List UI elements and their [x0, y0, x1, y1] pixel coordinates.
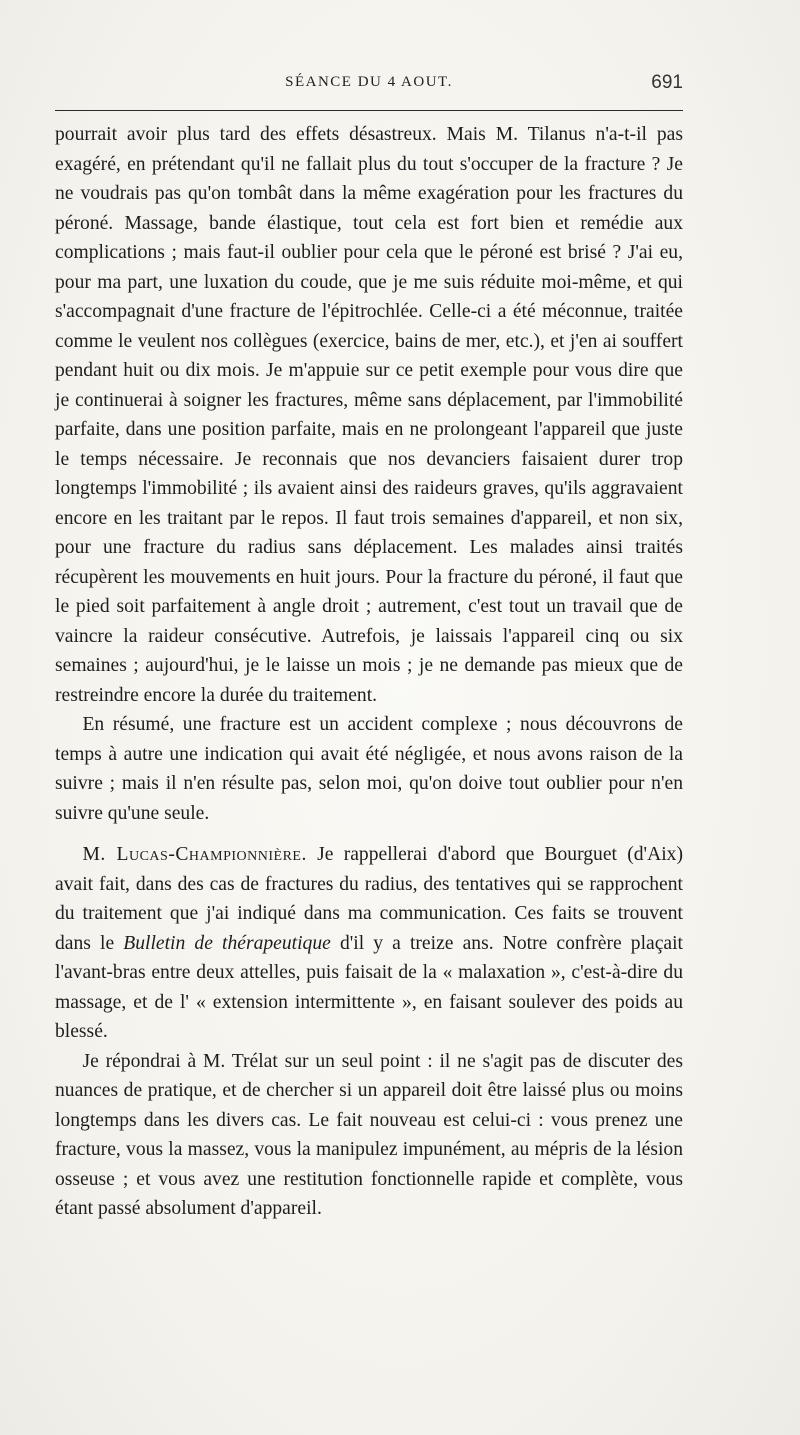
paragraph-text-part: d'il y a treize ans. Notre confrère plaçait l'avant-bras entre deux attelles, puis faisait de la « malaxation », c'est-à-dire du massage, et de l' « extension intermittente », en faisant soulever des poids au blessé.: [55, 932, 683, 1042]
speaker-name: M. Lucas-Championnière.: [82, 844, 307, 865]
paragraph-summary: En résumé, une fracture est un accident complexe ; nous découvrons de temps à autre une indication qui avait été négligée, et nous avons raison de la suivre ; mais il n'en résulte pas, selon moi, qu'on doive tout oublier pour n'en suivre qu'une seule.: [55, 714, 683, 824]
paragraph-text-part: Je rappellerai d'abord que Bourguet (d'Aix) avait fait, dans des cas de fractures du radius, des tentatives qui se rapprochent du traitement que j'ai indiqué dans ma communication. Ces faits se trouvent dans le: [55, 844, 684, 954]
page-header: [55, 74, 683, 100]
journal-title: Bulletin de thérapeutique: [123, 932, 331, 954]
paragraph-reply: Je répondrai à M. Trélat sur un seul point : il ne s'agit pas de discuter des nuances de pratique, et de chercher si un appareil doit être laissé plus ou moins longtemps dans les divers cas. Le fait nouveau est celui-ci : vous prenez une fracture, vous la massez, vous la manipulez impunément, au mépris de la lésion osseuse ; et vous avez une restitution fonctionnelle rapide et complète, vous étant passé absolument d'appareil.: [55, 1050, 683, 1219]
page-number: 691: [651, 72, 683, 93]
paragraph-continuation: pourrait avoir plus tard des effets désastreux. Mais M. Tilanus n'a-t-il pas exagéré, en prétendant qu'il ne fallait plus du tout s'occuper de la fracture ? Je ne voudrais pas qu'on tombât dans la même exagération pour les fractures du péroné. Massage, bande élastique, tout cela est fort bien et remédie aux complications ; mais faut-il oublier pour cela que le péroné est brisé ? J'ai eu, pour ma part, une luxation du coude, que je me suis réduite moi-même, et qui s'accompagnait d'une fracture de l'épitrochlée. Celle-ci a été méconnue, traitée comme le veulent nos collègues (exercice, bains de mer, etc.), et j'en ai souffert pendant huit ou dix mois. Je m'appuie sur ce petit exemple pour vous dire que je continuerai à soigner les fractures, même sans déplacement, par l'immobilité parfaite, dans une position parfaite, mais en ne prolongeant l'appareil que juste le temps nécessaire. Je reconnais que nos devanciers faisaient durer trop longtemps l'immobilité ; ils avaient ainsi des raideurs graves, qu'ils aggravaient encore en les traitant par le repos. Il faut trois semaines d'appareil, et non six, pour une fracture du radius sans déplacement. Les malades ainsi traités récupèrent les mouvements en huit jours. Pour la fracture du péroné, il faut que le pied soit parfaitement à angle droit ; autrement, c'est tout un travail que de vaincre la raideur consécutive. Autrefois, je laissais l'appareil cinq ou six semaines ; aujourd'hui, je le laisse un mois ; je ne demande pas mieux que de restreindre encore la durée du traitement.: [55, 124, 683, 706]
running-title: SÉANCE DU 4 AOUT.: [285, 74, 453, 90]
paragraph-lucas-championniere: [55, 840, 683, 1047]
header-rule: [55, 110, 683, 111]
body-text: [55, 120, 683, 1224]
